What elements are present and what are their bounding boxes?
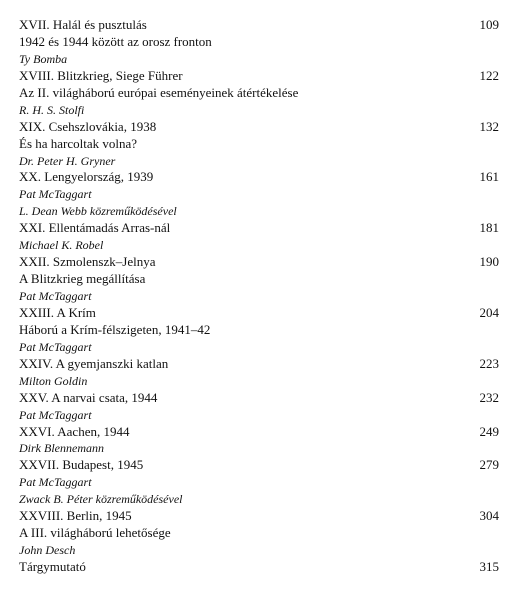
index-title: Tárgymutató [19,559,86,574]
chapter-author: John Desch [19,543,76,558]
chapter-title: XX. Lengyelország, 1939 [19,169,154,185]
chapter-title: XVIII. Blitzkrieg, Siege Führer [19,67,183,83]
chapter-subtitle: Háború a Krím-félszigeten, 1941–42 [19,321,211,337]
chapter-author: Pat McTaggart [19,475,92,490]
page-number: 109 [479,17,499,32]
chapter-author: Dr. Peter H. Gryner [19,153,116,168]
toc-entry-title [19,305,499,322]
toc-entry-title [19,220,499,237]
page-number: 232 [479,389,499,405]
toc-entry-title [19,169,499,186]
chapter-author: Pat McTaggart [19,289,92,303]
chapter-subtitle: 1942 és 1944 között az orosz fronton [19,33,212,49]
toc-entry-title [19,508,499,525]
page-number: 181 [479,220,499,236]
chapter-author: R. H. S. Stolfi [19,102,85,117]
toc-entry-title [19,17,499,34]
chapter-title: XXI. Ellentámadás Arras-nál [19,220,171,236]
chapter-subtitle: A Blitzkrieg megállítása [19,271,146,287]
chapter-title: XXVII. Budapest, 1945 [19,457,144,473]
page-number: 161 [479,169,499,185]
toc-entry-title [19,68,499,85]
chapter-author: Michael K. Robel [19,238,104,253]
chapter-author: Pat McTaggart [19,407,92,422]
chapter-subtitle: És ha harcoltak volna? [19,135,138,151]
chapter-title: XXIII. A Krím [19,304,96,320]
page-number: 223 [479,355,499,371]
toc-entry-title [19,390,499,407]
page-number: 204 [479,304,499,320]
page-number: 132 [479,118,499,134]
page-number: 122 [479,67,499,83]
chapter-title: XXII. Szmolenszk–Jelnya [19,254,156,270]
chapter-author: Pat McTaggart [19,187,92,202]
chapter-author: Ty Bomba [19,51,68,66]
chapter-title: XVII. Halál és pusztulás [19,17,147,32]
table-of-contents [19,17,499,576]
chapter-title: XIX. Csehszlovákia, 1938 [19,118,157,134]
page-number: 279 [479,457,499,473]
chapter-subtitle: A III. világháború lehetősége [19,525,171,541]
chapter-coauthor: Zwack B. Péter közreműködésével [19,492,183,507]
toc-entry-title [19,119,499,136]
toc-entry-title [19,559,499,576]
page-number: 315 [479,559,499,574]
chapter-author: Dirk Blennemann [19,441,104,456]
chapter-author: Milton Goldin [19,373,88,388]
chapter-subtitle: Az II. világháború európai eseményeinek átértékelése [19,84,299,100]
chapter-title: XXVI. Aachen, 1944 [19,423,130,439]
chapter-coauthor: L. Dean Webb közreműködésével [19,204,177,219]
toc-entry-title [19,254,499,271]
chapter-title: XXVIII. Berlin, 1945 [19,508,132,524]
page-number: 249 [479,423,499,439]
chapter-title: XXIV. A gyemjanszki katlan [19,355,169,371]
toc-entry-title [19,457,499,474]
page-number: 190 [479,254,499,270]
toc-entry-title [19,424,499,441]
chapter-title: XXV. A narvai csata, 1944 [19,389,158,405]
toc-entry-title [19,356,499,373]
chapter-author: Pat McTaggart [19,339,92,354]
page-number: 304 [479,508,499,524]
